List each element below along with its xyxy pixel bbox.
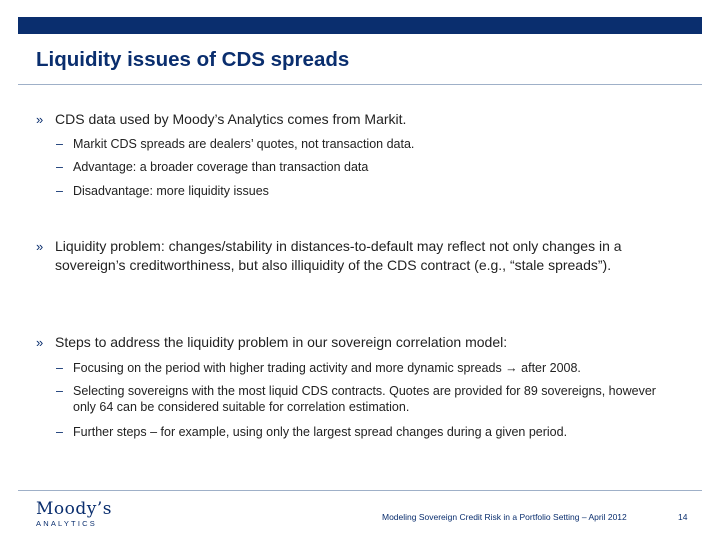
page-number: 14 xyxy=(678,512,688,522)
bullet-1-sub-2-text: Advantage: a broader coverage than transaction data xyxy=(73,160,369,174)
bullet-marker: » xyxy=(36,239,44,254)
bullet-3-sub-3 xyxy=(56,424,676,440)
bullet-1-text: CDS data used by Moody’s Analytics comes from Markit. xyxy=(55,111,407,127)
bullet-3-sub-3-text: Further steps – for example, using only the largest spread changes during a given period. xyxy=(73,425,568,439)
bullet-3-sub-2-text: Selecting sovereigns with the most liquid CDS contracts. Quotes are provided for 89 sovereigns, however only 64 can be considered suitable for correlation estimation. xyxy=(73,384,656,414)
logo-wordmark: Moody’s xyxy=(36,499,112,519)
bullet-2-text: Liquidity problem: changes/stability in distances-to-default may reflect not only changes in a sovereign’s creditworthiness, but also illiquidity of the CDS contract (e.g., “stale spreads”). xyxy=(55,238,622,273)
slide-title: Liquidity issues of CDS spreads xyxy=(36,48,350,71)
moodys-analytics-logo xyxy=(36,500,112,528)
bullet-3 xyxy=(36,333,686,352)
bullet-3-sub-1 xyxy=(56,360,676,376)
sub-marker: – xyxy=(56,184,63,198)
sub-marker: – xyxy=(56,137,63,151)
footer-divider xyxy=(18,490,702,491)
bullet-1-sub-3-text: Disadvantage: more liquidity issues xyxy=(73,184,269,198)
bullet-1-sub-3 xyxy=(56,183,676,199)
bullet-1-sub-1-text: Markit CDS spreads are dealers’ quotes, not transaction data. xyxy=(73,137,415,151)
bullet-marker: » xyxy=(36,112,44,127)
bullet-marker: » xyxy=(36,335,44,350)
sub-marker: – xyxy=(56,384,63,398)
bullet-3-sub-1-text: Focusing on the period with higher trading activity and more dynamic spreads → after 2008. xyxy=(73,361,581,375)
sub-marker: – xyxy=(56,425,63,439)
logo-subtitle: ANALYTICS xyxy=(36,519,97,528)
title-divider xyxy=(18,84,702,85)
sub-marker: – xyxy=(56,160,63,174)
bullet-3-sub-2 xyxy=(56,383,676,415)
footer-caption: Modeling Sovereign Credit Risk in a Portfolio Setting – April 2012 xyxy=(382,512,627,522)
bullet-1-sub-1 xyxy=(56,136,676,152)
bullet-3-text: Steps to address the liquidity problem in our sovereign correlation model: xyxy=(55,334,508,350)
header-bar xyxy=(18,17,702,34)
bullet-1 xyxy=(36,110,686,129)
sub-marker: – xyxy=(56,361,63,375)
bullet-2 xyxy=(36,237,686,275)
bullet-1-sub-2 xyxy=(56,159,676,175)
